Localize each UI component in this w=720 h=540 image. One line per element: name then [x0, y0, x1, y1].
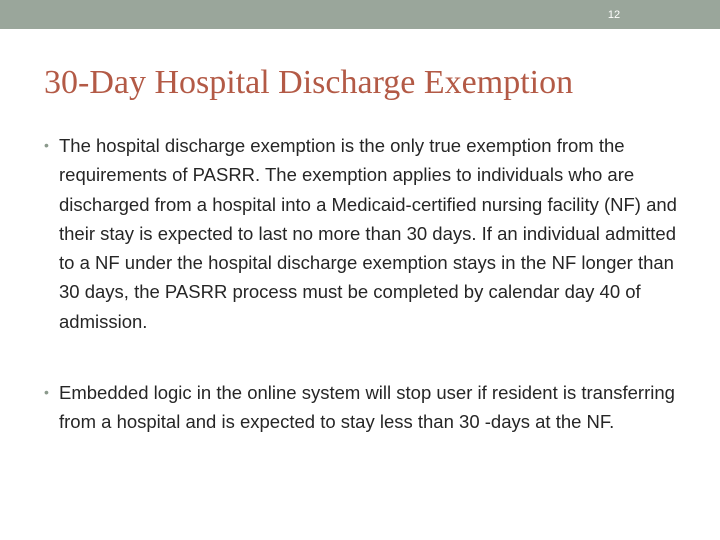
bullet-list: [44, 131, 694, 437]
bullet-marker-icon: •: [44, 137, 49, 153]
slide-title: 30-Day Hospital Discharge Exemption: [44, 64, 574, 101]
bullet-text: The hospital discharge exemption is the only true exemption from the requirements of PASRR. The exemption applies to individuals who are discharged from a hospital into a Medicaid-certified nursing facility (NF) and their stay is expected to last no more than 30 days. If an individual admitted to a NF under the hospital discharge exemption stays in the NF longer than 30 days, the PASRR process must be completed by calendar day 40 of admission.: [59, 135, 677, 332]
bullet-item: [44, 378, 694, 437]
bullet-item: [44, 131, 694, 336]
bullet-text: Embedded logic in the online system will stop user if resident is transferring from a hospital and is expected to stay less than 30 -days at the NF.: [59, 382, 675, 433]
bullet-marker-icon: •: [44, 384, 49, 401]
top-bar: [0, 0, 720, 29]
slide-number: 12: [607, 9, 621, 21]
